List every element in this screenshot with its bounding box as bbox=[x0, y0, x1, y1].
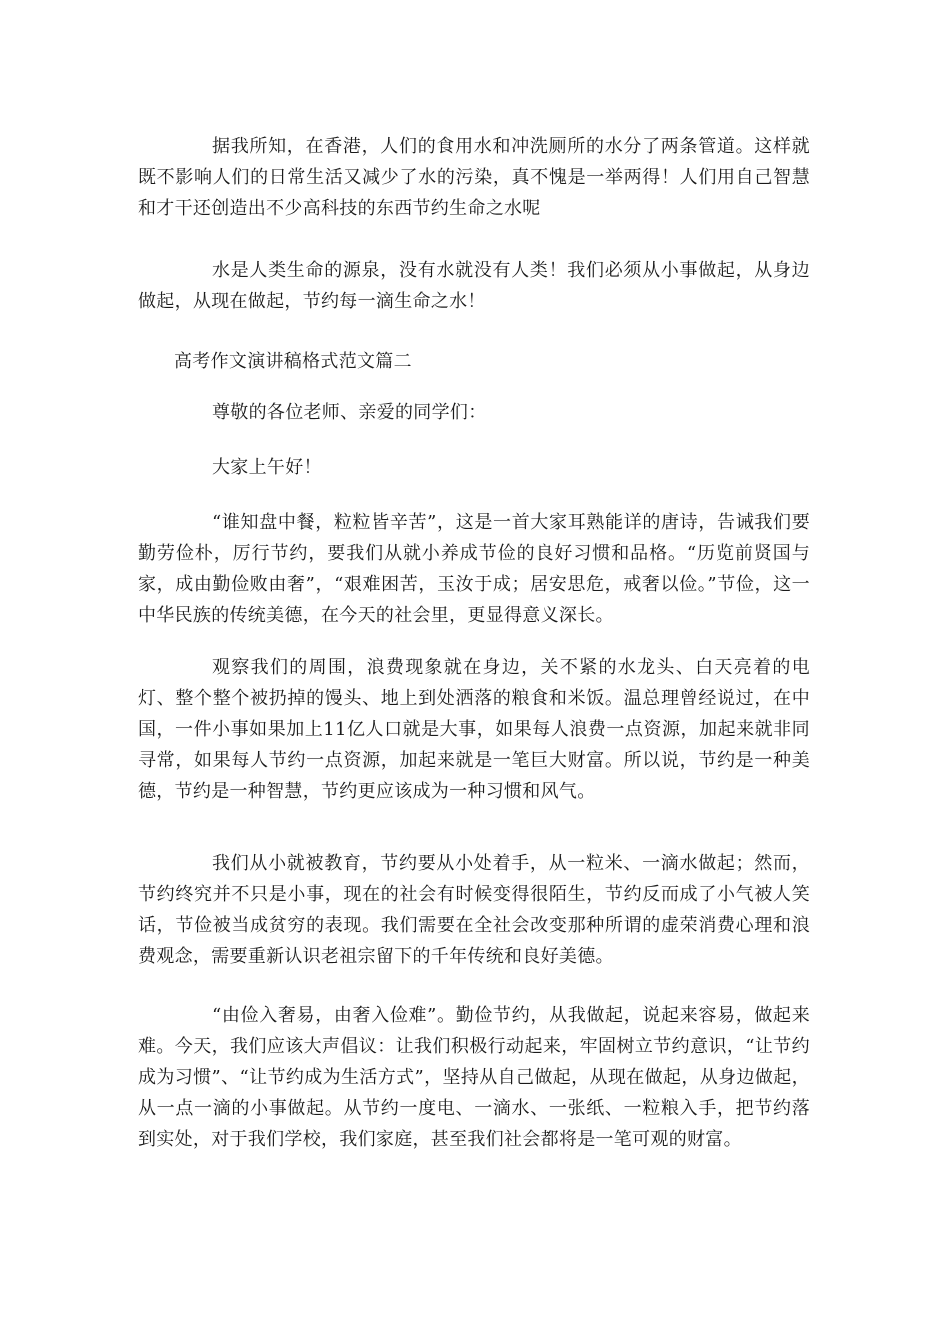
paragraph-hongkong-water: 据我所知，在香港，人们的食用水和冲洗厕所的水分了两条管道。这样就既不影响人们的日常生活又减少了水的污染，真不愧是一举两得！人们用自己智慧和才干还创造出不少高科技的东西节约生命之水呢 bbox=[138, 136, 810, 219]
paragraph-tang-poem: “谁知盘中餐，粒粒皆辛苦”，这是一首大家耳熟能详的唐诗，告诫我们要勤劳俭朴，厉行节约，要我们从就小养成节俭的良好习惯和品格。“历览前贤国与家，成由勤俭败由奢”，“艰难困苦，玉汝于成；居安思危，戒奢以俭。”节俭，这一中华民族的传统美德，在今天的社会里，更显得意义深长。 bbox=[138, 512, 810, 626]
paragraph-education: 我们从小就被教育，节约要从小处着手，从一粒米、一滴水做起；然而，节约终究并不只是小事，现在的社会有时候变得很陌生，节约反而成了小气被人笑话，节俭被当成贫穷的表现。我们需要在全社会改变那种所谓的虚荣消费心理和浪费观念，需要重新认识老祖宗留下的千年传统和良好美德。 bbox=[138, 853, 810, 967]
greeting: 大家上午好！ bbox=[212, 457, 322, 478]
paragraph-water-source: 水是人类生命的源泉，没有水就没有人类！我们必须从小事做起，从身边做起，从现在做起，节约每一滴生命之水！ bbox=[138, 260, 810, 312]
paragraph-waste-observation: 观察我们的周围，浪费现象就在身边，关不紧的水龙头、白天亮着的电灯、整个整个被扔掉的馒头、地上到处洒落的粮食和米饭。温总理曾经说过，在中国，一件小事如果加上11亿人口就是大事，如果每人浪费一点资源，加起来就非同寻常，如果每人节约一点资源，加起来就是一笔巨大财富。所以说，节约是一种美德，节约是一种智慧，节约更应该成为一种习惯和风气。 bbox=[138, 657, 810, 802]
section-heading: 高考作文演讲稿格式范文篇二 bbox=[174, 351, 412, 372]
paragraph-proposal: “由俭入奢易，由奢入俭难”。勤俭节约，从我做起，说起来容易，做起来难。今天，我们应该大声倡议：让我们积极行动起来，牢固树立节约意识，“让节约成为习惯”、“让节约成为生活方式”，坚持从自己做起，从现在做起，从身边做起，从一点一滴的小事做起。从节约一度电、一滴水、一张纸、一粒粮入手，把节约落到实处，对于我们学校，我们家庭，甚至我们社会都将是一笔可观的财富。 bbox=[138, 1005, 810, 1150]
salutation: 尊敬的各位老师、亲爱的同学们： bbox=[212, 402, 487, 423]
